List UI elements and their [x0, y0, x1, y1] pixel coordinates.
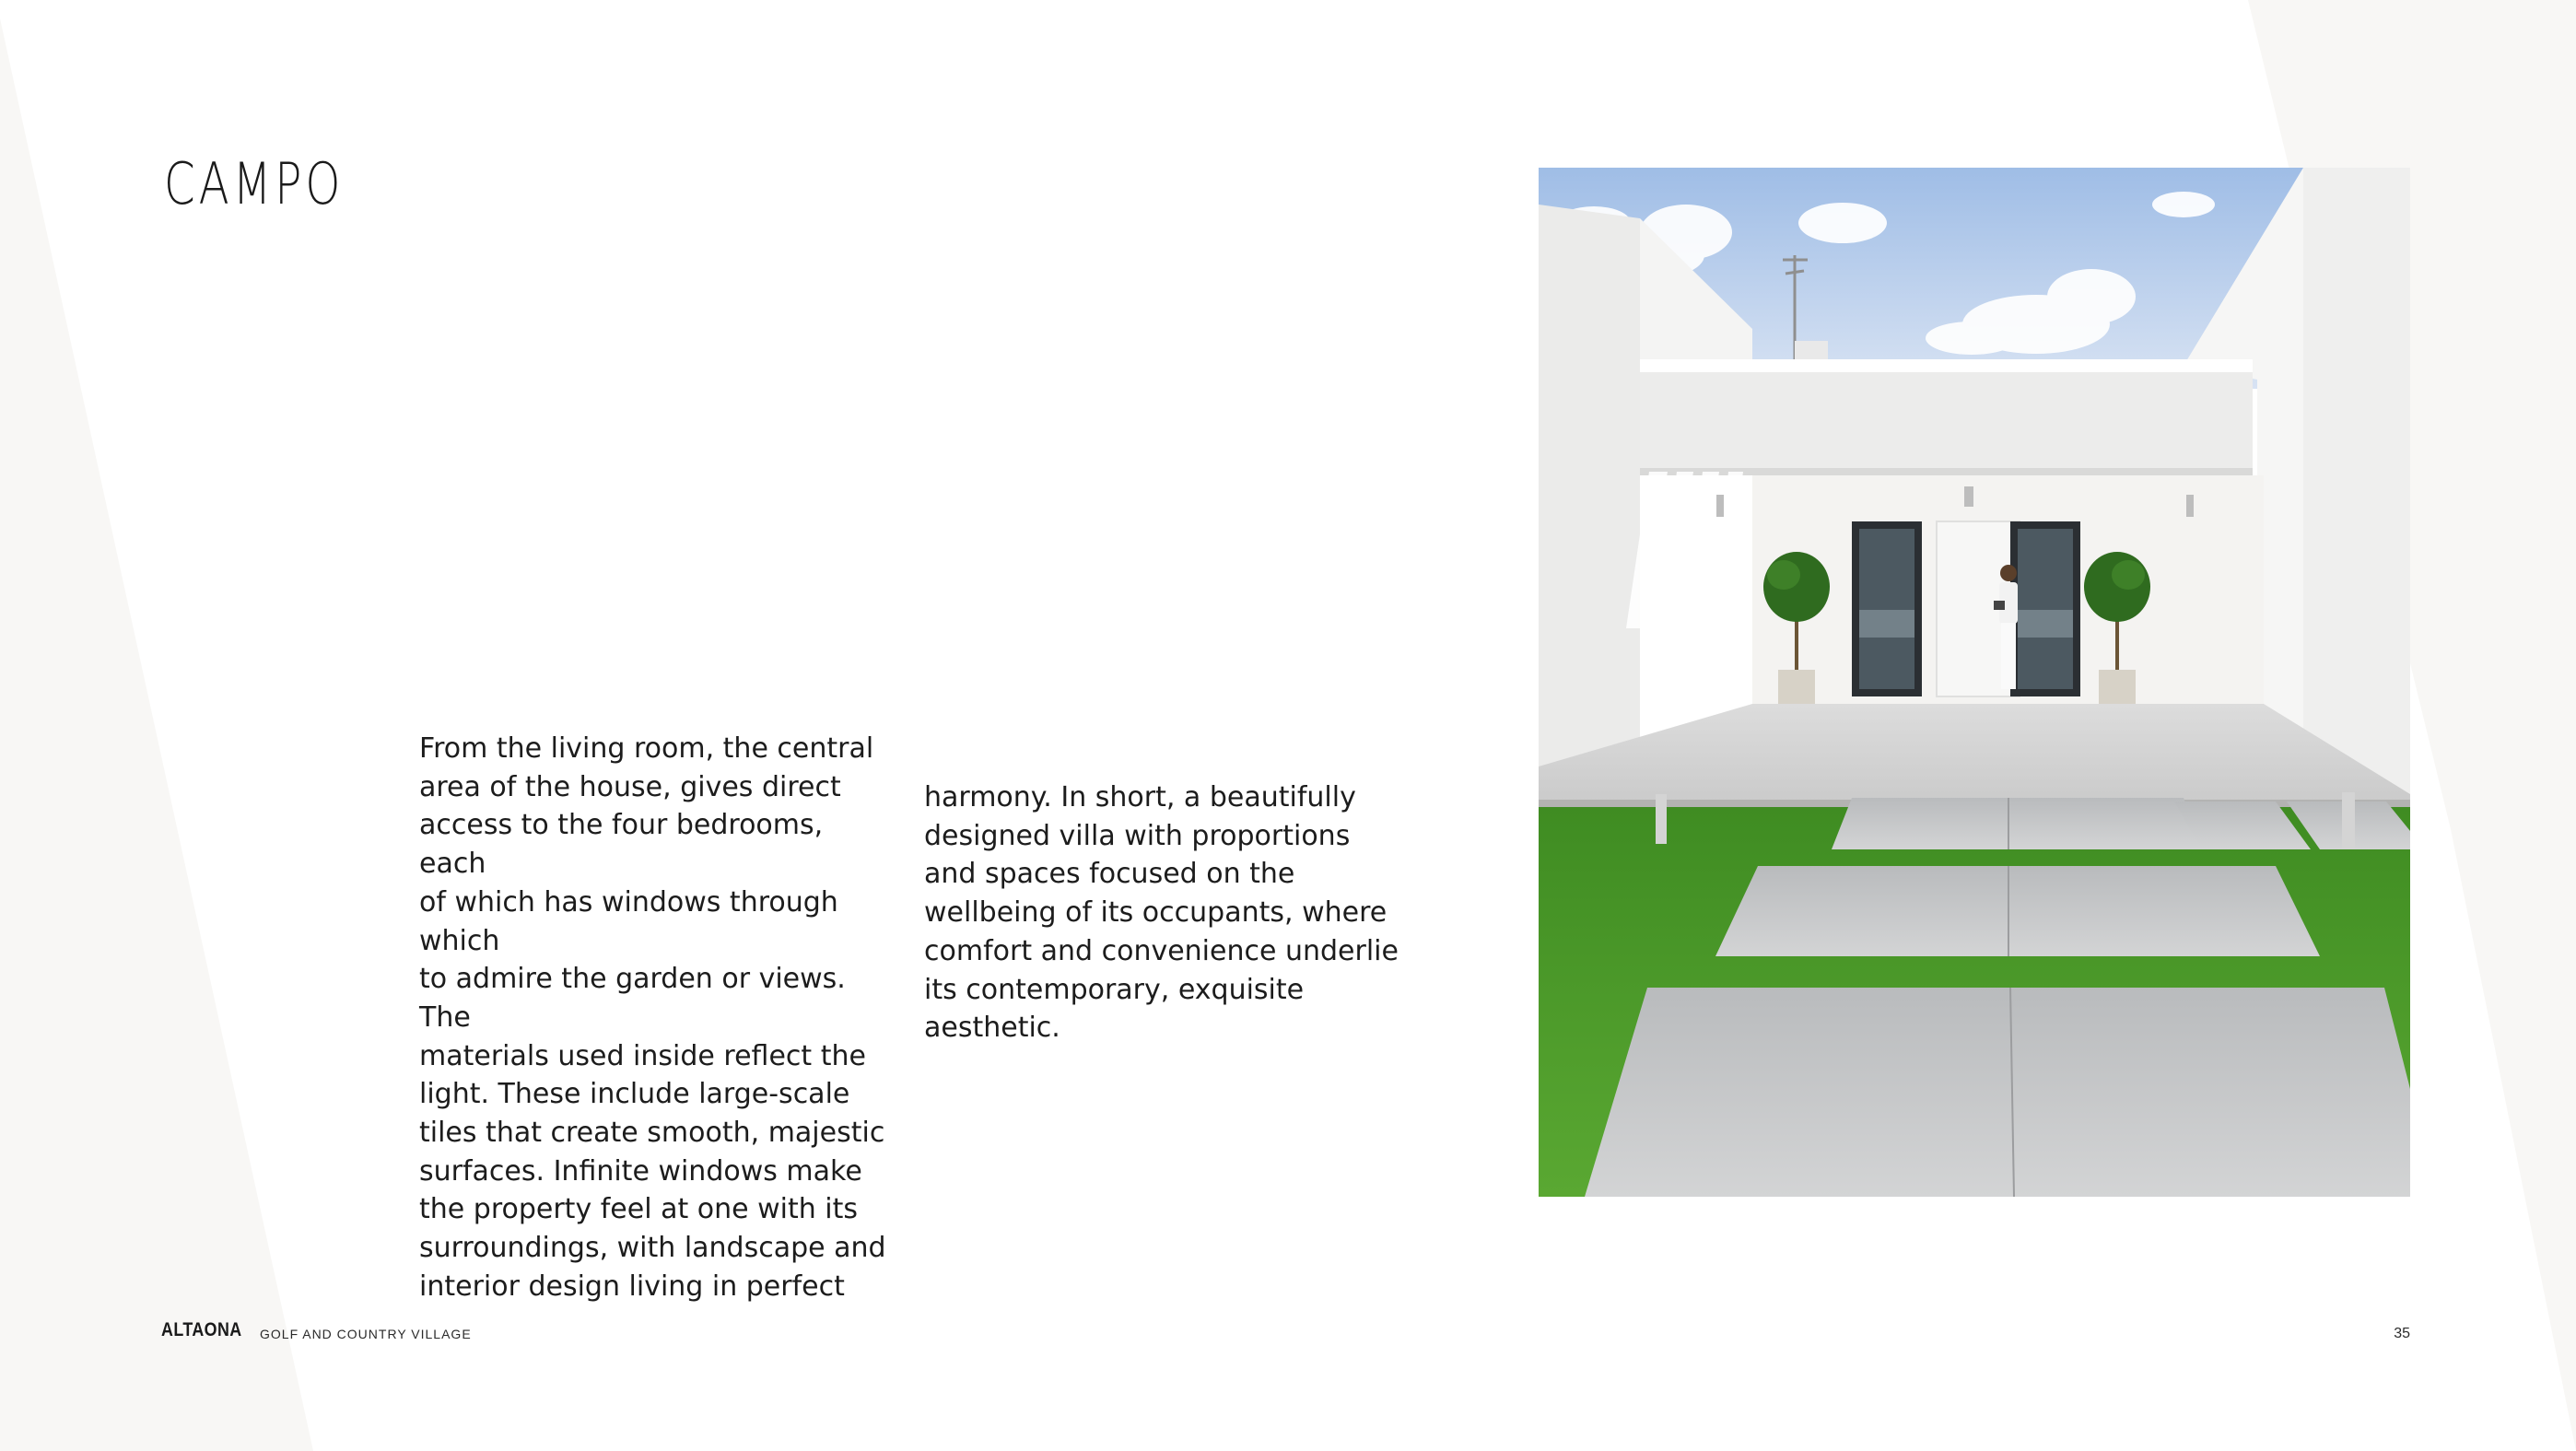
page-number: 35 — [2394, 1326, 2410, 1341]
overhead-beam — [1640, 359, 2253, 372]
villa-courtyard-photo — [1539, 168, 2410, 1197]
footer-tagline: GOLF AND COUNTRY VILLAGE — [260, 1327, 472, 1341]
terrace-floor — [1539, 704, 2410, 813]
page-title: CAMPO — [164, 150, 345, 217]
footer-brand-logo: ALTAONA — [161, 1319, 242, 1340]
left-wall — [1539, 205, 1640, 794]
body-text-column-2: harmony. In short, a beautifully designed villa with proportions and spaces focused on the wellbeing of its occupants, where comfort and convenience underlie its contemporary, exquisite aesthetic. — [924, 781, 1399, 1045]
body-text-column-1: From the living room, the central area of the house, gives direct access to the four bedrooms, each of which has windows through which to admire the garden or views. The materials used inside reflect the light. These include large-scale tiles that create smooth, majestic surfaces. Infinite windows make the property feel at one with its surroundings, with landscape and interior design living in perfect — [419, 732, 886, 1303]
right-wall — [2303, 168, 2410, 794]
skylight-slats — [1626, 472, 1743, 647]
left-diagonal-band — [0, 0, 313, 1451]
